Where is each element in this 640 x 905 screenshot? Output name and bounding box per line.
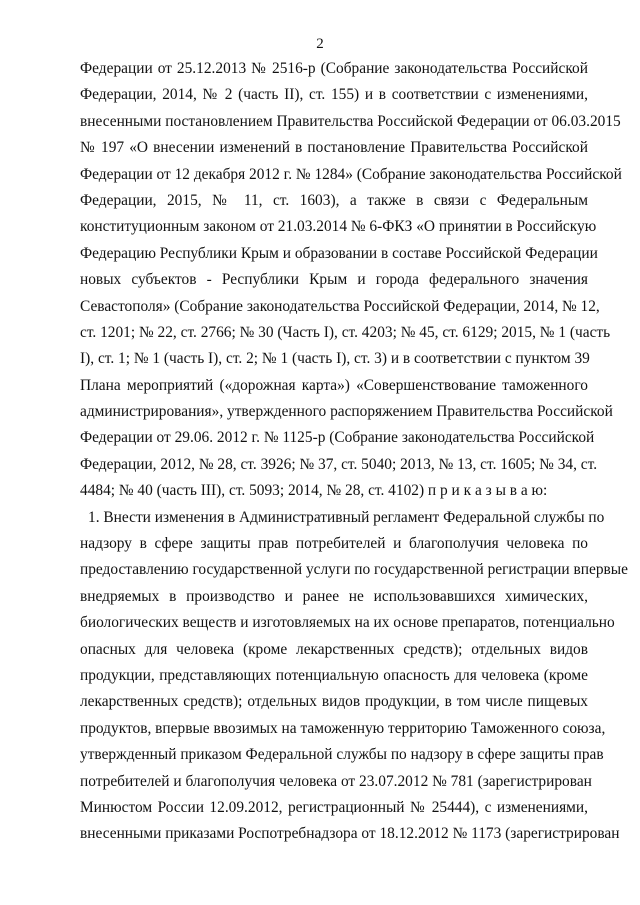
text-line: продуктов, впервые ввозимых на таможенную территорию Таможенного союза, [80, 719, 606, 737]
text-line: № 197 «О внесении изменений в постановление Правительства Российской [80, 139, 588, 157]
text-line: Плана мероприятий («дорожная карта») «Совершенствование таможенного [80, 376, 588, 394]
text-line: Минюстом России 12.09.2012, регистрационный № 25444), с изменениями, [80, 798, 588, 816]
text-line-content: 1. Внести изменения в Административный регламент Федеральной службы по [88, 508, 605, 526]
text-line: Федерации, 2015, № 11, ст. 1603), а также в связи с Федеральным [80, 191, 588, 209]
text-line: Федерации, 2014, № 2 (часть II), ст. 155) и в соответствии с изменениями, [80, 86, 588, 104]
text-line: внедряемых в производство и ранее не использовавшихся химических, [80, 587, 588, 605]
text-line: новых субъектов - Республики Крым и города федерального значения [80, 271, 588, 289]
text-line: администрирования», утвержденного распоряжением Правительства Российской [80, 403, 613, 421]
text-line: Федерации от 29.06. 2012 г. № 1125-р (Собрание законодательства Российской [80, 429, 595, 447]
document-body [80, 56, 628, 848]
text-line: Федерацию Республики Крым и образовании в составе Российской Федерации [80, 244, 598, 262]
text-line: потребителей и благополучия человека от 23.07.2012 № 781 (зарегистрирован [80, 772, 592, 790]
paragraph-preamble [80, 56, 622, 505]
text-line: конституционным законом от 21.03.2014 № 6-ФКЗ «О принятии в Российскую [80, 218, 597, 236]
page-number: 2 [316, 36, 324, 52]
text-line: Федерации от 25.12.2013 № 2516-р (Собрание законодательства Российской [80, 60, 588, 77]
text-line: Федерации, 2012, № 28, ст. 3926; № 37, ст. 5040; 2013, № 13, ст. 1605; № 34, ст. [80, 455, 598, 473]
text-line [80, 505, 605, 531]
text-line: 4484; № 40 (часть III), ст. 5093; 2014, № 28, ст. 4102) п р и к а з ы в а ю: [80, 482, 548, 500]
text-line: внесенными постановлением Правительства Российской Федерации от 06.03.2015 [80, 112, 621, 130]
text-line: лекарственных средств); отдельных видов продукции, в том числе пищевых [80, 693, 588, 711]
text-line: биологических веществ и изготовляемых на их основе препаратов, потенциально [80, 614, 615, 632]
text-line: Федерации от 12 декабря 2012 г. № 1284» (Собрание законодательства Российской [80, 165, 622, 183]
text-line: надзору в сфере защиты прав потребителей и благополучия человека по [80, 535, 588, 553]
paragraph-item-1 [80, 505, 628, 848]
text-line: I), ст. 1; № 1 (часть I), ст. 2; № 1 (часть I), ст. 3) и в соответствии с пунктом 39 [80, 350, 590, 368]
text-line: утвержденный приказом Федеральной службы по надзору в сфере защиты прав [80, 746, 604, 764]
text-line: продукции, представляющих потенциальную опасность для человека (кроме [80, 666, 588, 684]
text-line: предоставлению государственной услуги по государственной регистрации впервые [80, 561, 628, 579]
text-line: Севастополя» (Собрание законодательства Российской Федерации, 2014, № 12, [80, 297, 600, 315]
text-line: опасных для человека (кроме лекарственных средств); отдельных видов [80, 640, 588, 658]
text-line: ст. 1201; № 22, ст. 2766; № 30 (Часть I), ст. 4203; № 45, ст. 6129; 2015, № 1 (часть [80, 323, 611, 341]
text-line: внесенными приказами Роспотребнадзора от 18.12.2012 № 1173 (зарегистрирован [80, 825, 620, 843]
